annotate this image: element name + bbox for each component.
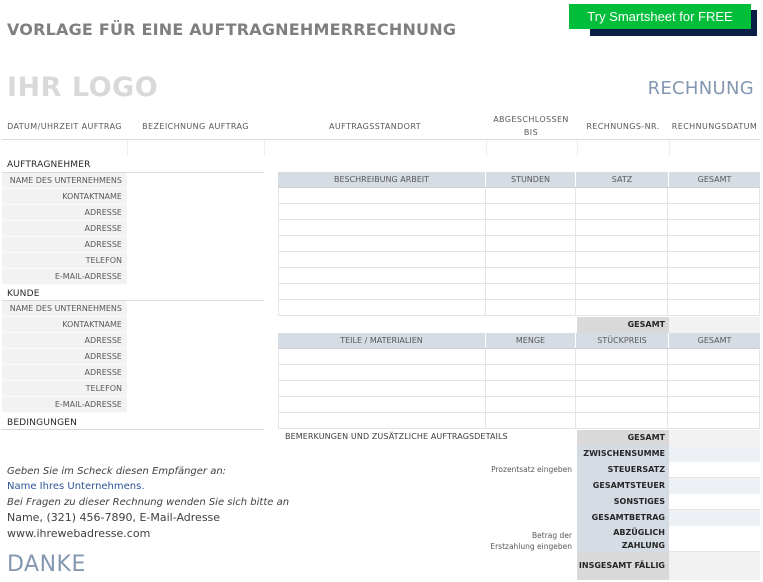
table-row[interactable]	[278, 252, 760, 268]
less-payment-input[interactable]	[669, 526, 760, 552]
work-description-cell[interactable]	[279, 252, 486, 267]
col-job-datetime: DATUM/UHRZEIT AUFTRAG	[7, 121, 122, 131]
questions-text: Bei Fragen zu dieser Rechnung wenden Sie sich bitte an	[7, 497, 290, 508]
table-row[interactable]	[278, 220, 760, 236]
labor-table-header	[278, 172, 760, 188]
try-smartsheet-button[interactable]: Try Smartsheet for FREE	[569, 4, 751, 29]
rate-cell[interactable]	[576, 268, 669, 283]
quantity-cell[interactable]	[486, 349, 576, 364]
total-cell[interactable]	[668, 236, 759, 251]
invoice-number-input[interactable]	[577, 140, 669, 156]
col-total: GESAMT	[697, 336, 732, 345]
hours-cell[interactable]	[486, 188, 576, 203]
unit-price-cell[interactable]	[576, 381, 669, 396]
rate-cell[interactable]	[576, 236, 669, 251]
total-cell[interactable]	[668, 300, 759, 315]
customer-address-input[interactable]	[127, 349, 264, 365]
payment-hint	[470, 530, 572, 552]
table-row[interactable]	[278, 236, 760, 252]
remarks-label: BEMERKUNGEN UND ZUSÄTZLICHE AUFTRAGSDETAILS	[285, 432, 508, 441]
contractor-email-input[interactable]	[127, 269, 264, 285]
contractor-title: AUFTRAGNEHMER	[7, 160, 91, 170]
labor-table	[278, 172, 760, 316]
total-tax-label: GESAMTSTEUER	[577, 478, 669, 494]
contractor-phone-label: TELEFON	[2, 253, 127, 269]
table-row[interactable]	[278, 413, 760, 429]
contractor-address-label: ADRESSE	[2, 237, 127, 253]
document-title: VORLAGE FÜR EINE AUFTRAGNEHMERRECHNUNG	[7, 20, 457, 39]
contractor-company-label: NAME DES UNTERNEHMENS	[2, 173, 127, 189]
hours-cell[interactable]	[486, 300, 576, 315]
work-description-cell[interactable]	[279, 204, 486, 219]
customer-email-input[interactable]	[127, 397, 264, 413]
col-job-name: BEZEICHNUNG AUFTRAG	[142, 121, 249, 131]
table-row[interactable]	[278, 365, 760, 381]
customer-title: KUNDE	[7, 289, 40, 299]
col-total: GESAMT	[697, 175, 732, 184]
payment-hint-line2: Erstzahlung eingeben	[490, 542, 572, 551]
customer-phone-label: TELEFON	[2, 381, 127, 397]
customer-company-input[interactable]	[127, 301, 264, 317]
contractor-company-input[interactable]	[127, 173, 264, 189]
terms-title: BEDINGUNGEN	[7, 418, 78, 428]
contact-text: Name, (321) 456-7890, E-Mail-Adresse	[7, 511, 221, 524]
customer-contact-label: KONTAKTNAME	[2, 317, 127, 333]
total-cell[interactable]	[668, 365, 759, 380]
part-cell[interactable]	[279, 381, 486, 396]
customer-contact-input[interactable]	[127, 317, 264, 333]
hours-cell[interactable]	[486, 268, 576, 283]
total-cell[interactable]	[668, 397, 759, 412]
terms-divider	[2, 429, 264, 430]
hours-cell[interactable]	[486, 252, 576, 267]
less-payment-label	[577, 526, 669, 552]
customer-company-label: NAME DES UNTERNEHMENS	[2, 301, 127, 317]
col-invoice-number: RECHNUNGS-NR.	[586, 121, 660, 131]
hours-cell[interactable]	[486, 204, 576, 219]
table-row[interactable]	[278, 381, 760, 397]
customer-address-label: ADRESSE	[2, 333, 127, 349]
logo-placeholder[interactable]: IHR LOGO	[7, 72, 159, 103]
rate-cell[interactable]	[576, 284, 669, 299]
work-description-cell[interactable]	[279, 284, 486, 299]
other-input[interactable]	[669, 494, 760, 510]
contractor-phone-input[interactable]	[127, 253, 264, 269]
table-row[interactable]	[278, 300, 760, 316]
col-work-description: BESCHREIBUNG ARBEIT	[278, 172, 486, 187]
customer-address-label: ADRESSE	[2, 349, 127, 365]
other-label: SONSTIGES	[577, 494, 669, 510]
work-description-cell[interactable]	[279, 268, 486, 283]
unit-price-cell[interactable]	[576, 413, 669, 428]
hours-cell[interactable]	[486, 284, 576, 299]
payment-hint-line1: Betrag der	[532, 531, 572, 540]
col-quantity: MENGE	[486, 333, 576, 348]
work-description-cell[interactable]	[279, 220, 486, 235]
less-payment-line2: ZAHLUNG	[621, 541, 665, 550]
total-cell[interactable]	[668, 381, 759, 396]
rate-cell[interactable]	[576, 300, 669, 315]
rate-cell[interactable]	[576, 204, 669, 219]
hours-cell[interactable]	[486, 236, 576, 251]
col-completed-by: ABGESCHLOSSEN BIS	[493, 115, 569, 137]
quantity-cell[interactable]	[486, 413, 576, 428]
hours-cell[interactable]	[486, 220, 576, 235]
table-row[interactable]	[278, 284, 760, 300]
less-payment-line1: ABZÜGLICH	[613, 528, 665, 537]
thank-you-text: DANKE	[7, 552, 86, 577]
col-rate: SATZ	[576, 172, 669, 187]
subtotal-value	[669, 446, 760, 462]
job-name-input[interactable]	[127, 140, 264, 156]
table-row[interactable]	[278, 268, 760, 284]
contractor-email-label: E-MAIL-ADRESSE	[2, 269, 127, 285]
parts-table	[278, 333, 760, 429]
subtotal-label: ZWISCHENSUMME	[577, 446, 669, 462]
grand-total-label: GESAMTBETRAG	[577, 510, 669, 526]
payable-to-text: Geben Sie im Scheck diesen Empfänger an:	[7, 466, 227, 477]
parts-total-label: GESAMT	[577, 430, 669, 446]
contractor-contact-input[interactable]	[127, 189, 264, 205]
contractor-address-input[interactable]	[127, 205, 264, 221]
table-row[interactable]	[278, 204, 760, 220]
total-tax-value	[669, 478, 760, 494]
total-due-label: INSGESAMT FÄLLIG	[577, 552, 669, 580]
col-hours: STUNDEN	[486, 172, 576, 187]
work-description-cell[interactable]	[279, 188, 486, 203]
part-cell[interactable]	[279, 397, 486, 412]
invoice-heading: RECHNUNG	[647, 78, 754, 99]
contractor-address-input[interactable]	[127, 221, 264, 237]
quantity-cell[interactable]	[486, 365, 576, 380]
work-description-cell[interactable]	[279, 300, 486, 315]
quantity-cell[interactable]	[486, 381, 576, 396]
unit-price-cell[interactable]	[576, 349, 669, 364]
col-invoice-date: RECHNUNGSDATUM	[671, 121, 758, 131]
customer-email-label: E-MAIL-ADRESSE	[2, 397, 127, 413]
company-name-text: Name Ihres Unternehmens.	[7, 481, 145, 492]
table-row[interactable]	[278, 188, 760, 204]
total-cell[interactable]	[668, 284, 759, 299]
total-cell[interactable]	[668, 268, 759, 283]
customer-address-input[interactable]	[127, 333, 264, 349]
tax-rate-input[interactable]	[669, 462, 760, 478]
contractor-address-label: ADRESSE	[2, 205, 127, 221]
labor-total-label: GESAMT	[577, 317, 669, 333]
parts-table-header	[278, 333, 760, 349]
contractor-contact-label: KONTAKTNAME	[2, 189, 127, 205]
quantity-cell[interactable]	[486, 397, 576, 412]
contractor-address-label: ADRESSE	[2, 221, 127, 237]
total-due-value	[669, 552, 760, 580]
total-cell[interactable]	[668, 220, 759, 235]
rate-cell[interactable]	[576, 220, 669, 235]
col-unit-price: STÜCKPREIS	[576, 333, 669, 348]
total-cell[interactable]	[668, 349, 759, 364]
total-cell[interactable]	[668, 188, 759, 203]
contractor-address-input[interactable]	[127, 237, 264, 253]
tax-rate-label: STEUERSATZ	[577, 462, 669, 478]
parts-total-value	[669, 430, 760, 446]
grand-total-value	[669, 510, 760, 526]
work-description-cell[interactable]	[279, 236, 486, 251]
tax-rate-hint: Prozentsatz eingeben	[491, 465, 572, 474]
website-text: www.ihrewebadresse.com	[7, 527, 151, 540]
part-cell[interactable]	[279, 413, 486, 428]
rate-cell[interactable]	[576, 188, 669, 203]
total-cell[interactable]	[668, 413, 759, 428]
invoice-date-input[interactable]	[669, 140, 760, 156]
total-cell[interactable]	[668, 252, 759, 267]
col-parts-materials: TEILE / MATERIALIEN	[278, 333, 486, 348]
customer-address-input[interactable]	[127, 365, 264, 381]
part-cell[interactable]	[279, 349, 486, 364]
table-row[interactable]	[278, 349, 760, 365]
customer-phone-input[interactable]	[127, 381, 264, 397]
part-cell[interactable]	[279, 365, 486, 380]
table-row[interactable]	[278, 397, 760, 413]
unit-price-cell[interactable]	[576, 365, 669, 380]
unit-price-cell[interactable]	[576, 397, 669, 412]
customer-address-label: ADRESSE	[2, 365, 127, 381]
total-cell[interactable]	[668, 204, 759, 219]
col-job-location: AUFTRAGSSTANDORT	[328, 121, 422, 131]
rate-cell[interactable]	[576, 252, 669, 267]
labor-total-value	[669, 317, 760, 333]
job-location-input[interactable]	[264, 140, 486, 156]
completed-by-input[interactable]	[486, 140, 577, 156]
